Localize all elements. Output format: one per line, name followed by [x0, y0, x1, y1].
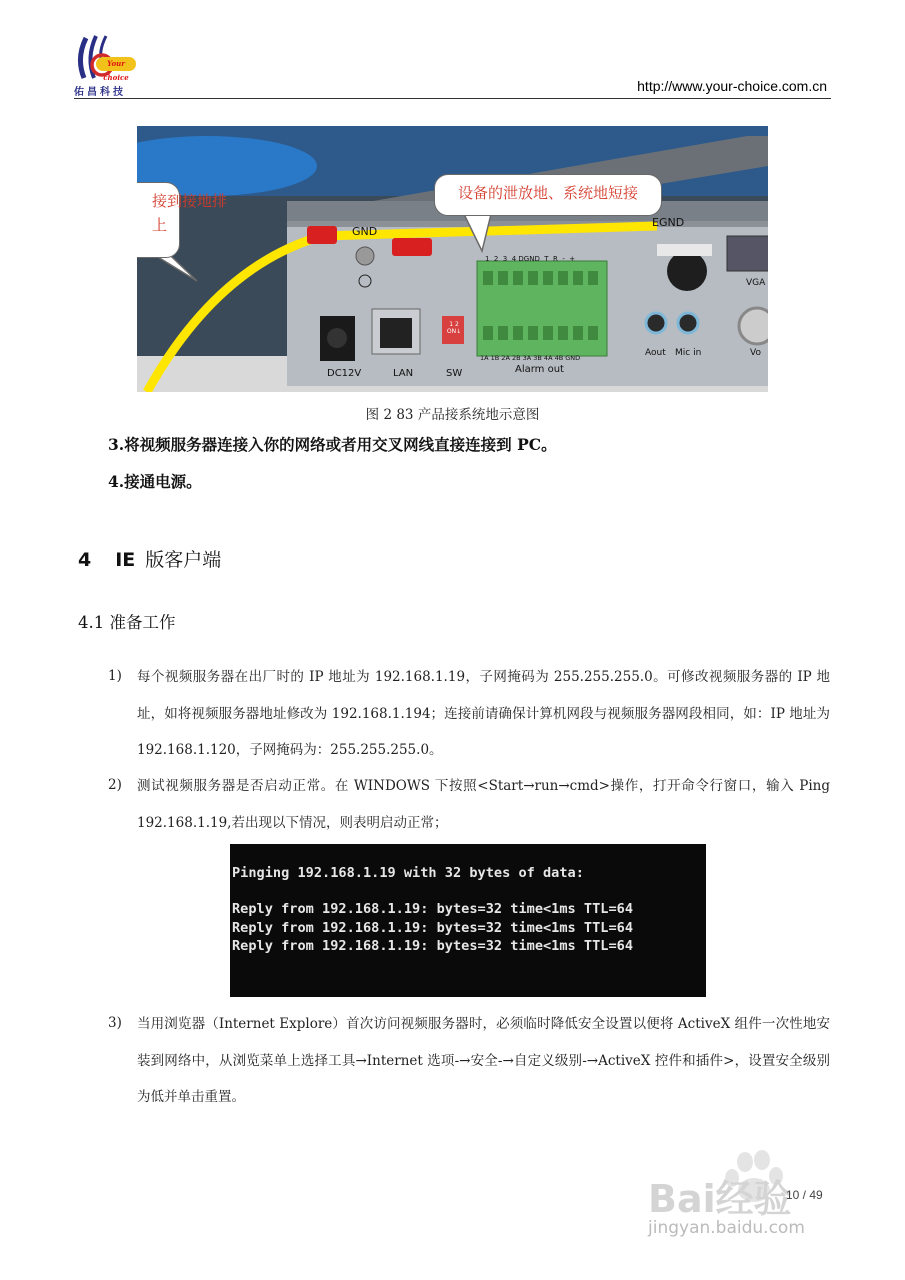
- device-photo: [137, 126, 768, 392]
- list-item-text: 当用浏览器（Internet Explore）首次访问视频服务器时，必须临时降低安全设置以便将 ActiveX 组件一次性地安装到网络中，从浏览菜单上选择工具→Internet 选项-→安全-→自定义级别-→ActiveX 控件和插件>，设置安全级别为低并单击重置。: [137, 1016, 830, 1105]
- vga-label: VGA: [746, 278, 766, 288]
- header-divider: [74, 98, 831, 99]
- section-heading: [78, 545, 221, 572]
- egnd-label: EGND: [652, 216, 685, 229]
- dip-switch-label: 1 2 ON↓: [446, 321, 462, 335]
- cmd-line: Pinging 192.168.1.19 with 32 bytes of data:: [232, 865, 584, 881]
- logo-tagline: Your choice: [96, 57, 136, 71]
- bottom-pin-labels: 1A 1B 2A 2B 3A 3B 4A 4B GND: [480, 354, 581, 362]
- list-item-number: 2): [108, 777, 122, 793]
- page-number: 10 / 49: [786, 1188, 823, 1202]
- aout-label: Aout: [645, 348, 666, 358]
- watermark-domain: jingyan.baidu.com: [648, 1218, 805, 1238]
- cmd-line: Reply from 192.168.1.19: bytes=32 time<1ms TTL=64: [232, 920, 634, 936]
- callout-ground-bar: [137, 182, 228, 258]
- list-item-text: 每个视频服务器在出厂时的 IP 地址为 192.168.1.19，子网掩码为 255.255.255.0。可修改视频服务器的 IP 地址，如将视频服务器地址修改为 192.168.1.194；连接前请确保计算机网段与视频服务器网段相同，如：IP 地址为 192.168.1.120，子网掩码为：255.255.255.0。: [137, 669, 830, 758]
- callout-ground-short-text: 设备的泄放地、系统地短接: [457, 184, 638, 202]
- section-title: 版客户端: [145, 549, 222, 571]
- watermark-brand: Bai经验: [648, 1177, 792, 1221]
- header-url[interactable]: http://www.your-choice.com.cn: [637, 78, 827, 94]
- callout-ground-bar-text: 接到接地排上: [152, 192, 228, 234]
- top-pin-labels: 1 2 3 4 DGND T R - +: [485, 255, 576, 263]
- list-item-number: 1): [108, 668, 122, 684]
- device-illustration: [137, 126, 768, 392]
- sw-label: SW: [446, 368, 463, 379]
- gnd-label: GND: [352, 225, 378, 238]
- callout-ground-short: [434, 174, 662, 216]
- section-ie: IE: [115, 549, 136, 571]
- step-4: 4.接通电源。: [108, 472, 202, 491]
- cmd-line: Reply from 192.168.1.19: bytes=32 time<1ms TTL=64: [232, 901, 634, 917]
- list-item-number: 3): [108, 1015, 122, 1031]
- list-item-text: 测试视频服务器是否启动正常。在 WINDOWS 下按照<Start→run→cmd>操作，打开命令行窗口，输入 Ping 192.168.1.19,若出现以下情况，则表明启动正常；: [137, 778, 830, 831]
- lan-label: LAN: [393, 368, 414, 379]
- logo-company-name: 佑昌科技: [74, 87, 126, 98]
- mic-in-label: Mic in: [675, 348, 702, 358]
- alarm-out-label: Alarm out: [515, 364, 564, 375]
- cmd-output-screenshot: [230, 844, 706, 997]
- step-3: 3.将视频服务器连接入你的网络或者用交叉网线直接连接到 PC。: [108, 435, 557, 454]
- vo-label: Vo: [750, 348, 761, 358]
- subsection-heading: 4.1 准备工作: [78, 613, 176, 632]
- figure-caption: 图 2 83 产品接系统地示意图: [365, 407, 540, 423]
- cmd-line: Reply from 192.168.1.19: bytes=32 time<1ms TTL=64: [232, 938, 634, 954]
- dc12v-label: DC12V: [327, 368, 362, 379]
- section-number: 4: [78, 549, 92, 571]
